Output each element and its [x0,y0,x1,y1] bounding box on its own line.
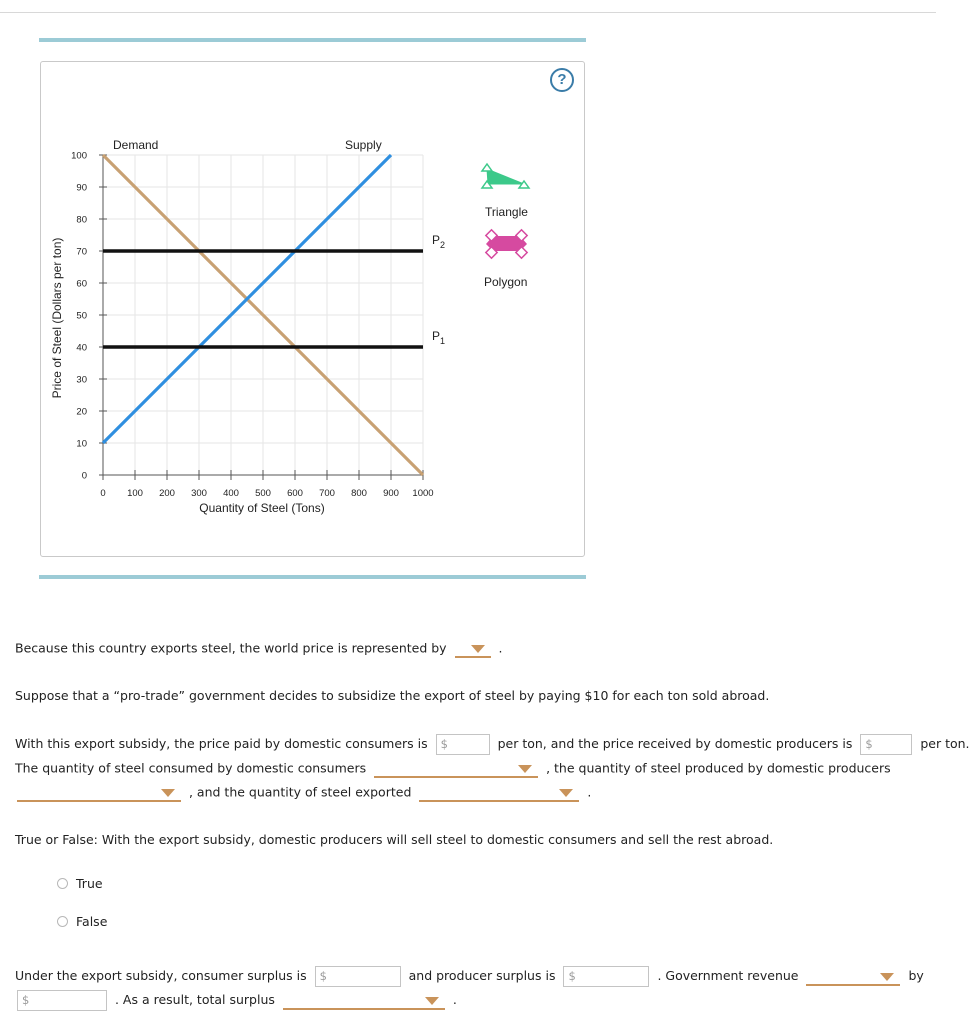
question-quantities-line [15,760,891,778]
q3-part2: per ton, and the price received by domestic producers is [497,736,853,751]
consumer-price-input[interactable] [436,734,490,755]
x-tick-label: 700 [319,488,335,499]
q5-part3: . Government revenue [657,968,799,983]
q1-end: . [498,640,503,656]
polygon-tool-label: Polygon [484,275,528,289]
y-tick-label: 80 [76,214,87,226]
y-tick-label: 40 [76,342,87,354]
q5-part1: Under the export subsidy, consumer surplus is [15,968,307,983]
y-axis-label: Price of Steel (Dollars per ton) [50,237,64,399]
triangle-tool[interactable] [482,164,529,188]
question-subsidy-intro: Suppose that a “pro-trade” government decides to subsidize the export of steel by paying $10 for each ton sold abroad. [15,688,770,703]
q3-line2b: , the quantity of steel produced by domestic producers [546,760,891,776]
x-tick-label: 400 [223,488,239,499]
quantity-produced-dropdown[interactable] [17,784,181,802]
q5-part4: by [908,968,924,983]
x-tick-label: 500 [255,488,271,499]
q3-part1: With this export subsidy, the price paid by domestic consumers is [15,736,428,751]
x-tick-label: 100 [127,488,143,499]
y-tick-label: 0 [81,470,87,482]
y-tick-label: 50 [76,310,87,322]
radio-true-circle[interactable] [57,878,68,889]
dollar-icon: $ [440,737,448,751]
chevron-down-icon [559,789,573,797]
q1-text: Because this country exports steel, the world price is represented by [15,640,447,656]
demand-label: Demand [113,138,159,152]
p2-label: $P_2$ [432,233,446,250]
y-tick-label: 100 [71,150,87,162]
x-tick-label: 600 [287,488,303,499]
q5-part5: . As a result, total surplus [114,992,275,1007]
y-tick-label: 10 [76,438,87,450]
quantity-consumed-dropdown[interactable] [374,760,538,778]
x-tick-label: 900 [383,488,399,499]
y-tick-label: 20 [76,406,87,418]
q3-line3: , and the quantity of steel exported [188,784,412,800]
chevron-down-icon [471,645,485,653]
polygon-tool[interactable] [486,230,527,258]
x-axis-label: Quantity of Steel (Tons) [199,501,325,515]
q3-end: . [587,784,592,800]
question-prices-line [15,734,970,755]
q5-part2: and producer surplus is [408,968,556,983]
bottom-teal-bar [39,575,586,579]
chevron-down-icon [518,765,532,773]
radio-true[interactable] [57,876,103,891]
consumer-surplus-input[interactable] [315,966,401,987]
supply-label: Supply [345,138,382,152]
dollar-icon: $ [319,969,327,983]
radio-false[interactable] [57,914,107,929]
government-revenue-dropdown[interactable] [806,968,900,986]
triangle-tool-label: Triangle [485,205,528,219]
question-exported-line [15,784,591,802]
radio-true-label: True [76,876,103,891]
radio-false-circle[interactable] [57,916,68,927]
question-total-surplus-line [15,990,457,1011]
q3-line2a: The quantity of steel consumed by domestic consumers [15,760,367,776]
world-price-dropdown[interactable] [455,640,491,658]
chevron-down-icon [161,789,175,797]
y-tick-label: 90 [76,182,87,194]
dollar-icon: $ [568,969,576,983]
y-tick-label: 60 [76,278,87,290]
radio-false-label: False [76,914,108,929]
question-true-false: True or False: With the export subsidy, domestic producers will sell steel to domestic consumers and sell the rest abroad. [15,832,774,847]
p1-label: $P_1$ [432,329,446,346]
triangle-vertex-icon [482,164,492,171]
x-tick-label: 200 [159,488,175,499]
producer-surplus-input[interactable] [563,966,649,987]
y-tick-label: 70 [76,246,87,258]
q5-end: . [452,992,457,1007]
help-button[interactable]: ? [550,68,574,92]
chevron-down-icon [880,973,894,981]
chevron-down-icon [425,997,439,1005]
x-tick-label: 800 [351,488,367,499]
question-surplus-line [15,966,924,987]
question-world-price [15,640,503,658]
revenue-amount-input[interactable] [17,990,107,1011]
x-tick-label: 0 [100,488,106,499]
dollar-icon: $ [865,737,873,751]
x-tick-label: 300 [191,488,207,499]
x-tick-label: 1000 [412,488,434,499]
dollar-icon: $ [22,993,30,1007]
y-tick-label: 30 [76,374,87,386]
q3-part3: per ton. [920,736,970,751]
total-surplus-dropdown[interactable] [283,992,445,1010]
quantity-exported-dropdown[interactable] [419,784,579,802]
producer-price-input[interactable] [860,734,912,755]
